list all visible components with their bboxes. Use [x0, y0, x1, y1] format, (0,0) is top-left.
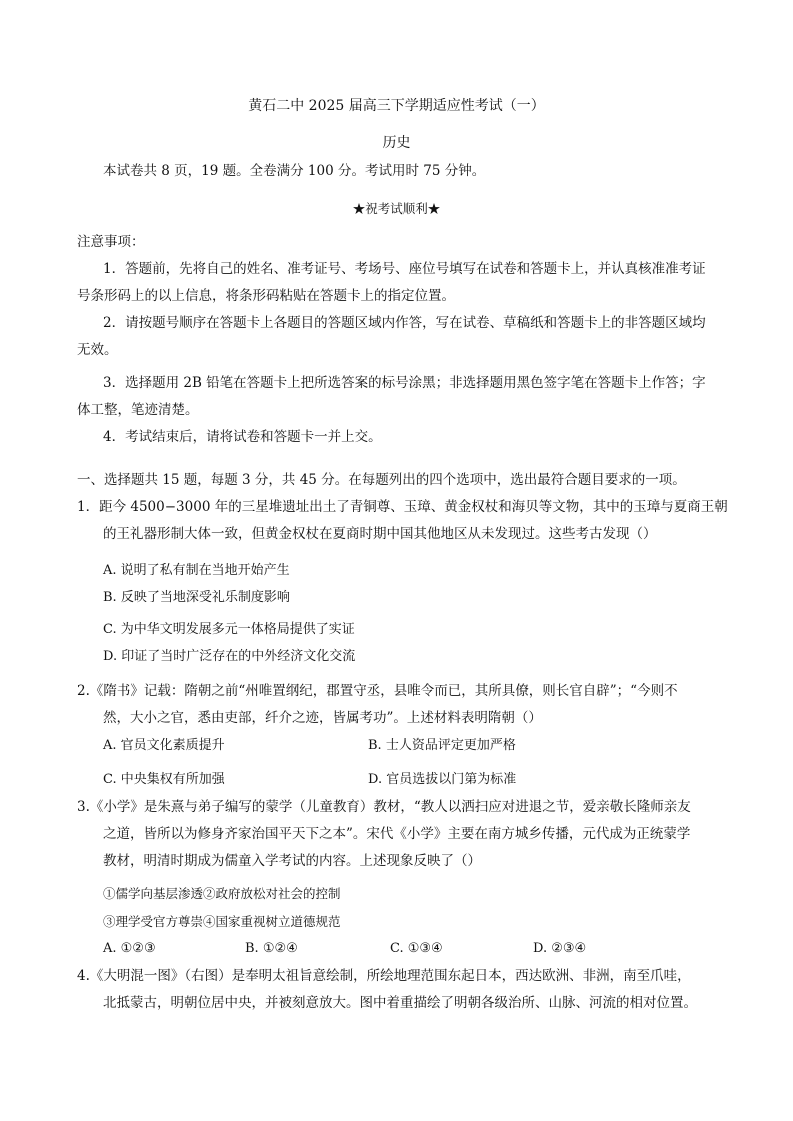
question-1-stem: 的王礼器形制大体一致，但黄金权杖在夏商时期中国其他地区从未发现过。这些考古发现（） — [103, 526, 657, 542]
question-3-statement: ①儒学向基层渗透②政府放松对社会的控制 — [103, 886, 341, 901]
question-1-option-c: C. 为中华文明发展多元一体格局提供了实证 — [103, 622, 355, 637]
question-2-option-c: C. 中央集权有所加强 — [103, 772, 225, 787]
section-heading: 一、选择题共 15 题，每题 3 分，共 45 分。在每题列出的四个选项中，选出最符合题目要求的一项。 — [77, 472, 686, 488]
question-4-stem: 北抵蒙古，明朝位居中央，并被刻意放大。图中着重描绘了明朝各级治所、山脉、河流的相对位置。 — [103, 995, 697, 1011]
question-1-option-a: A. 说明了私有制在当地开始产生 — [103, 563, 290, 578]
notice-item: 无效。 — [77, 342, 118, 358]
question-1-stem: 1．距今 4500−3000 年的三星堆遗址出土了青铜尊、玉璋、黄金权杖和海贝等文物，其中的玉璋与夏商王朝 — [77, 499, 728, 515]
question-1-option-d: D. 印证了当时广泛存在的中外经济文化交流 — [103, 649, 356, 664]
blessing-text: ★祝考试顺利★ — [352, 201, 441, 216]
question-2-option-b: B. 士人资品评定更加严格 — [368, 738, 516, 753]
question-3-option-c: C. ①③④ — [390, 941, 443, 956]
subject-title: 历史 — [382, 135, 411, 151]
notice-item: 体工整，笔迹清楚。 — [77, 402, 199, 418]
question-3-option-d: D. ②③④ — [533, 941, 587, 956]
question-3-option-a: A. ①②③ — [103, 941, 156, 956]
notice-heading: 注意事项： — [77, 234, 145, 250]
question-2-option-a: A. 官员文化素质提升 — [103, 738, 225, 753]
question-4-stem: 4.《大明混一图》（右图）是奉明太祖旨意绘制，所绘地理范围东起日本，西达欧洲、非洲，南至爪哇， — [77, 968, 691, 984]
notice-item: 1．答题前，先将自己的姓名、准考证号、考场号、座位号填写在试卷和答题卡上，并认真核准准考证 — [103, 261, 706, 277]
question-3-stem: 之道，皆所以为修身齐家治国平天下之本”。宋代《小学》主要在南方城乡传播，元代成为正统蒙学 — [103, 826, 691, 842]
question-3-stem: 3.《小学》是朱熹与弟子编写的蒙学（儿童教育）教材，“教人以洒扫应对进退之节，爱亲敬长隆师亲友 — [77, 799, 691, 815]
question-3-stem: 教材，明清时期成为儒童入学考试的内容。上述现象反映了（） — [103, 853, 481, 869]
question-2-stem: 然，大小之官，悉由吏部，纤介之迹，皆属考功”。上述材料表明隋朝（） — [103, 710, 542, 726]
question-3-option-b: B. ①②④ — [245, 941, 298, 956]
notice-item: 2．请按题号顺序在答题卡上各题目的答题区域内作答，写在试卷、草稿纸和答题卡上的非答题区域均 — [103, 315, 706, 331]
question-2-option-d: D. 官员选拔以门第为标准 — [368, 772, 517, 787]
notice-item: 4．考试结束后，请将试卷和答题卡一并上交。 — [103, 429, 382, 445]
exam-info: 本试卷共 8 页，19 题。全卷满分 100 分。考试用时 75 分钟。 — [103, 163, 486, 179]
question-2-stem: 2.《隋书》记载：隋朝之前“州唯置纲纪，郡置守丞，县唯令而已，其所具僚，则长官自辟”；“今则不 — [77, 683, 678, 699]
notice-item: 号条形码上的以上信息，将条形码粘贴在答题卡上的指定位置。 — [77, 288, 455, 304]
question-3-statement: ③理学受官方尊崇④国家重视树立道德规范 — [103, 914, 341, 929]
question-1-option-b: B. 反映了当地深受礼乐制度影响 — [103, 590, 290, 605]
notice-item: 3．选择题用 2B 铅笔在答题卡上把所选答案的标号涂黑；非选择题用黑色签字笔在答题卡上作答；字 — [103, 375, 706, 391]
exam-title: 黄石二中 2025 届高三下学期适应性考试（一） — [248, 98, 545, 114]
